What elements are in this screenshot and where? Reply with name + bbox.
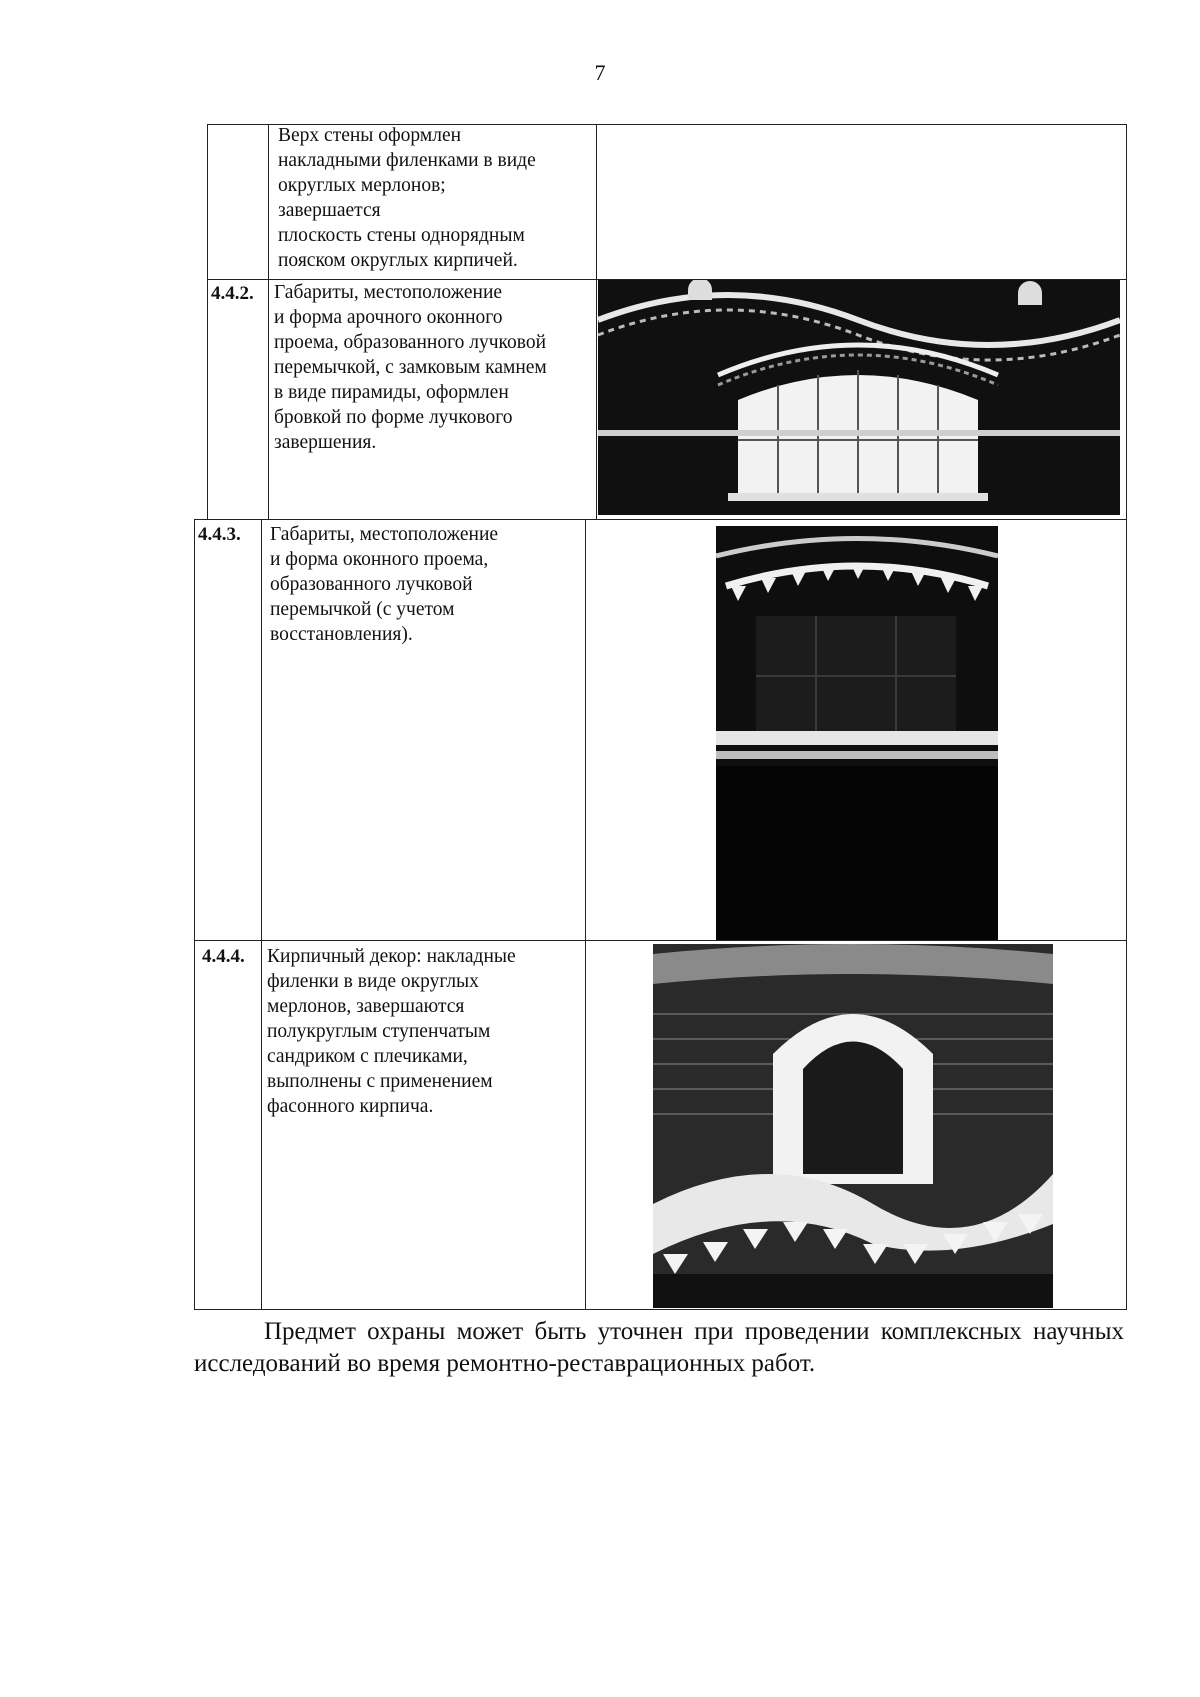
closing-paragraph: Предмет охраны может быть уточнен при проведении комплексных научных исследований во время ремонтно-реставрационных работ. — [194, 1318, 1124, 1377]
arched-window-photo — [598, 280, 1120, 515]
row-separator-2 — [194, 519, 1127, 520]
table-divider-photo — [596, 124, 597, 519]
page-number: 7 — [594, 60, 606, 85]
row-number: 4.4.2. — [211, 283, 254, 304]
table-border-right — [1126, 124, 1127, 1309]
table-border-left — [207, 124, 208, 519]
row-number: 4.4.4. — [202, 946, 245, 967]
row-description: Габариты, местоположение и форма арочного оконного проема, образованного лучковой перемычкой, с замковым камнем в виде пирамиды, оформлен бровкой по форме лучкового завершения. — [274, 282, 547, 453]
row-description: Верх стены оформлен накладными филенками в виде округлых мерлонов; завершается плоскость стены однорядным пояском округлых кирпичей. — [278, 125, 536, 271]
row-number: 4.4.3. — [198, 524, 241, 545]
segmental-window-photo — [716, 526, 998, 940]
table-divider-number-lower — [261, 519, 262, 1309]
row-separator-3 — [194, 940, 1127, 941]
row-description: Кирпичный декор: накладные филенки в виде округлых мерлонов, завершаются полукруглым ступенчатым сандриком с плечиками, выполнены с применением фасонного кирпича. — [267, 946, 516, 1117]
table-border-left-lower — [194, 519, 195, 1309]
table-border-bottom — [194, 1309, 1127, 1310]
table-divider-photo-lower — [585, 519, 586, 1309]
row-description: Габариты, местоположение и форма оконного проема, образованного лучковой перемычкой (с учетом восстановления). — [270, 524, 499, 645]
brick-decor-photo — [653, 944, 1053, 1308]
table-divider-number — [268, 124, 269, 519]
